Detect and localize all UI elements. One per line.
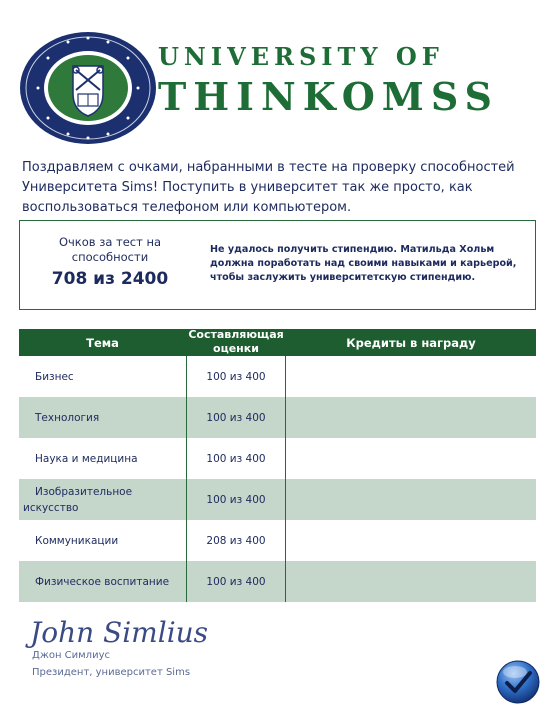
score-summary: [20, 235, 200, 289]
university-seal-icon: [18, 30, 158, 146]
row-subject: Бизнес: [35, 370, 74, 383]
score-value: 708 из 2400: [51, 269, 169, 289]
row-credits: [286, 356, 536, 397]
row-subject: Технология: [35, 411, 100, 424]
row-score: 208 из 400: [186, 520, 286, 561]
table-row: [19, 356, 536, 397]
header-credits: Кредиты в награду: [346, 335, 476, 350]
table-header: [19, 329, 536, 356]
row-subject: Коммуникации: [35, 534, 119, 547]
row-score: 100 из 400: [186, 356, 286, 397]
row-subject: Наука и медицина: [35, 452, 138, 465]
signatory-name: Джон Симлиус: [32, 650, 110, 661]
row-credits: [286, 520, 536, 561]
header-score-component: Составляющая оценки: [188, 327, 284, 355]
scholarship-message: Не удалось получить стипендию. Матильда Хольм должна поработать над своими навыками и карьерой, чтобы заслужить университетскую стипендию.: [210, 244, 517, 283]
table-row: [19, 438, 536, 479]
row-score: 100 из 400: [186, 397, 286, 438]
table-row: [19, 479, 536, 520]
score-label: Очков за тест на способности: [58, 235, 162, 264]
row-credits: [286, 479, 536, 520]
row-subject: [19, 479, 186, 520]
row-credits: [286, 561, 536, 602]
table-row: [19, 561, 536, 602]
row-score: 100 из 400: [186, 479, 286, 520]
table-row: [19, 397, 536, 438]
row-subject-text: Изобразительное искусство: [23, 485, 133, 514]
score-breakdown-table: [19, 329, 536, 602]
wordmark-line-2: THINKOMSS: [158, 74, 499, 119]
table-row: [19, 520, 536, 561]
row-credits: [286, 397, 536, 438]
row-score: 100 из 400: [186, 561, 286, 602]
aptitude-score-panel: [19, 220, 536, 310]
row-subject: Физическое воспитание: [35, 575, 170, 588]
signature-image: [30, 610, 250, 650]
university-wordmark: [158, 40, 499, 126]
header-subject: Тема: [86, 335, 119, 350]
row-credits: [286, 438, 536, 479]
accept-button[interactable]: [496, 660, 540, 704]
congratulations-text: Поздравляем с очками, набранными в тесте на проверку способностей Университета Sims! Поступить в университет так же просто, как воспользоваться телефоном или компьютером.: [22, 160, 515, 215]
wordmark-line-1: UNIVERSITY OF: [158, 42, 444, 71]
row-score: 100 из 400: [186, 438, 286, 479]
signatory-title: Президент, университет Sims: [32, 667, 191, 678]
signature-script: John Simlius: [30, 616, 209, 649]
